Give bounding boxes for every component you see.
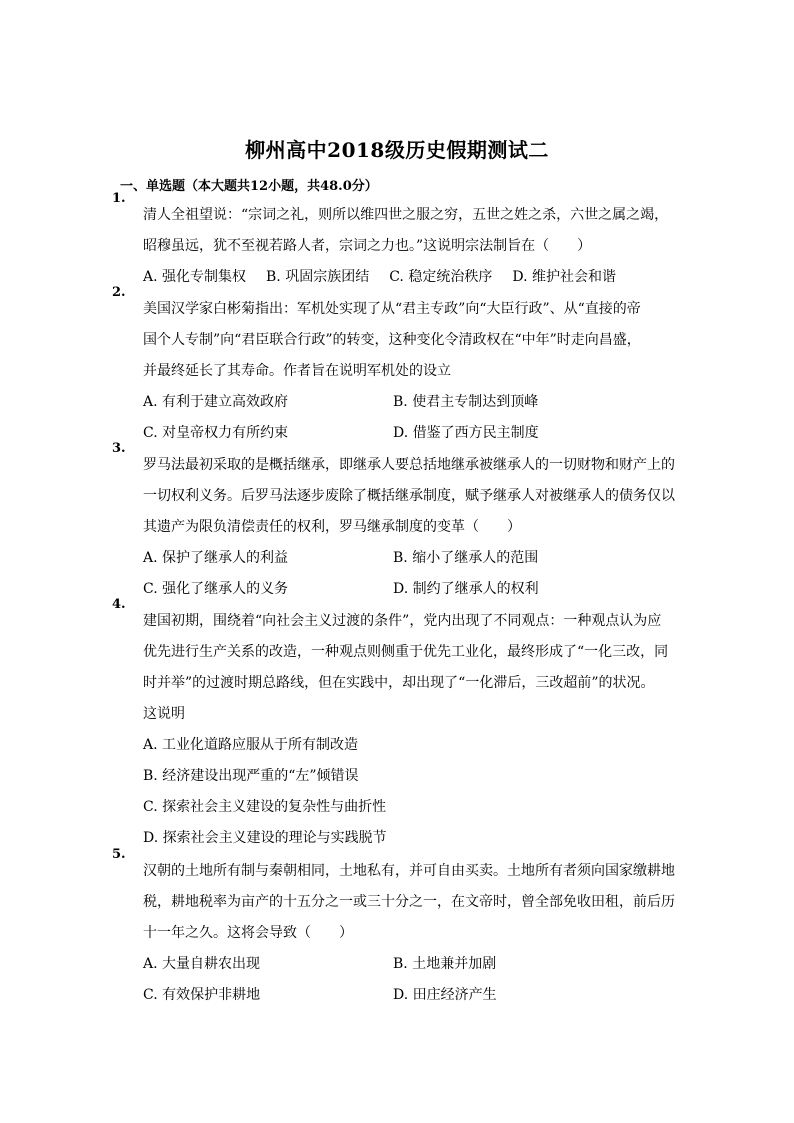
option-a: A. 强化专制集权 bbox=[143, 269, 247, 285]
stem-line: 昭穆虽远，犹不至视若路人者，宗词之力也。”这说明宗法制旨在（ ） bbox=[143, 238, 592, 254]
option-b: B. 巩固宗族团结 bbox=[266, 269, 370, 285]
stem-line: 清人全祖望说：“宗词之礼，则所以维四世之服之穷，五世之姓之杀，六世之属之竭， bbox=[143, 207, 669, 223]
stem-line: 建国初期，围绕着“向社会主义过渡的条件”，党内出现了不同观点：一种观点认为应 bbox=[143, 613, 662, 629]
option-d: D. 探索社会主义建设的理论与实践脱节 bbox=[143, 830, 387, 846]
question-options bbox=[143, 730, 682, 854]
option-c: C. 探索社会主义建设的复杂性与曲折性 bbox=[143, 799, 387, 815]
stem-line: 其遗产为限负清偿责任的权利，罗马继承制度的变革（ ） bbox=[143, 519, 521, 535]
stem-line: 美国汉学家白彬菊指出：军机处实现了从“君主专政”向“大臣行政”、从“直接的帝 bbox=[143, 301, 641, 317]
question-stem bbox=[143, 856, 682, 949]
question-number: 3. bbox=[112, 441, 126, 456]
option-a: A. 大量自耕农出现 bbox=[143, 956, 261, 972]
option-d: D. 田庄经济产生 bbox=[393, 987, 497, 1003]
section-header: 一、单选题（本大题共12小题，共48.0分） bbox=[120, 179, 378, 194]
stem-line: 一切权利义务。后罗马法逐步废除了概括继承制度，赋予继承人对被继承人的债务仅以 bbox=[143, 488, 675, 504]
option-c: C. 对皇帝权力有所约束 bbox=[143, 425, 289, 441]
question-stem bbox=[143, 294, 682, 387]
option-b: B. 经济建设出现严重的“左”倾错误 bbox=[143, 768, 359, 784]
question-stem bbox=[143, 200, 682, 262]
stem-line: 十一年之久。这将会导致（ ） bbox=[143, 925, 353, 941]
document-title: 柳州高中2018级历史假期测试二 bbox=[245, 138, 549, 162]
question-number: 4. bbox=[112, 597, 126, 612]
question-number: 2. bbox=[112, 285, 126, 300]
question-options bbox=[143, 387, 682, 449]
stem-line: 汉朝的土地所有制与秦朝相同，土地私有，并可自由买卖。土地所有者须向国家缴耕地 bbox=[143, 863, 675, 879]
stem-line: 优先进行生产关系的改造，一种观点则侧重于优先工业化，最终形成了“一化三改，同 bbox=[143, 644, 669, 660]
stem-line: 时并举”的过渡时期总路线，但在实践中，却出现了“一化滞后，三改超前”的状况。 bbox=[143, 675, 655, 691]
question-options bbox=[143, 543, 682, 605]
question-2 bbox=[112, 285, 682, 449]
option-a: A. 工业化道路应服从于所有制改造 bbox=[143, 737, 359, 753]
option-a: A. 有利于建立高效政府 bbox=[143, 394, 289, 410]
stem-line: 罗马法最初采取的是概括继承，即继承人要总括地继承被继承人的一切财物和财产上的 bbox=[143, 457, 675, 473]
option-d: D. 借鉴了西方民主制度 bbox=[393, 425, 539, 441]
stem-line: 这说明 bbox=[143, 706, 185, 722]
option-b: B. 土地兼并加剧 bbox=[393, 956, 497, 972]
question-5 bbox=[112, 847, 682, 1011]
question-stem bbox=[143, 606, 682, 730]
option-c: C. 强化了继承人的义务 bbox=[143, 581, 289, 597]
stem-line: 税，耕地税率为亩产的十五分之一或三十分之一，在文帝时，曾全部免收田租，前后历 bbox=[143, 894, 675, 910]
option-a: A. 保护了继承人的利益 bbox=[143, 550, 289, 566]
stem-line: 国个人专制”向“君臣联合行政”的转变，这种变化令清政权在“中年”时走向昌盛， bbox=[143, 332, 641, 348]
option-d: D. 制约了继承人的权利 bbox=[393, 581, 539, 597]
question-options bbox=[143, 949, 682, 1011]
option-b: B. 使君主专制达到顶峰 bbox=[393, 394, 539, 410]
option-b: B. 缩小了继承人的范围 bbox=[393, 550, 539, 566]
question-1 bbox=[112, 191, 682, 293]
question-options bbox=[143, 262, 682, 293]
option-c: C. 有效保护非耕地 bbox=[143, 987, 261, 1003]
option-d: D. 维护社会和谐 bbox=[512, 269, 616, 285]
stem-line: 并最终延长了其寿命。作者旨在说明军机处的设立 bbox=[143, 363, 451, 379]
question-stem bbox=[143, 450, 682, 543]
question-number: 5. bbox=[112, 847, 126, 862]
question-4 bbox=[112, 597, 682, 854]
question-number: 1. bbox=[112, 191, 126, 206]
question-3 bbox=[112, 441, 682, 605]
option-c: C. 稳定统治秩序 bbox=[389, 269, 493, 285]
